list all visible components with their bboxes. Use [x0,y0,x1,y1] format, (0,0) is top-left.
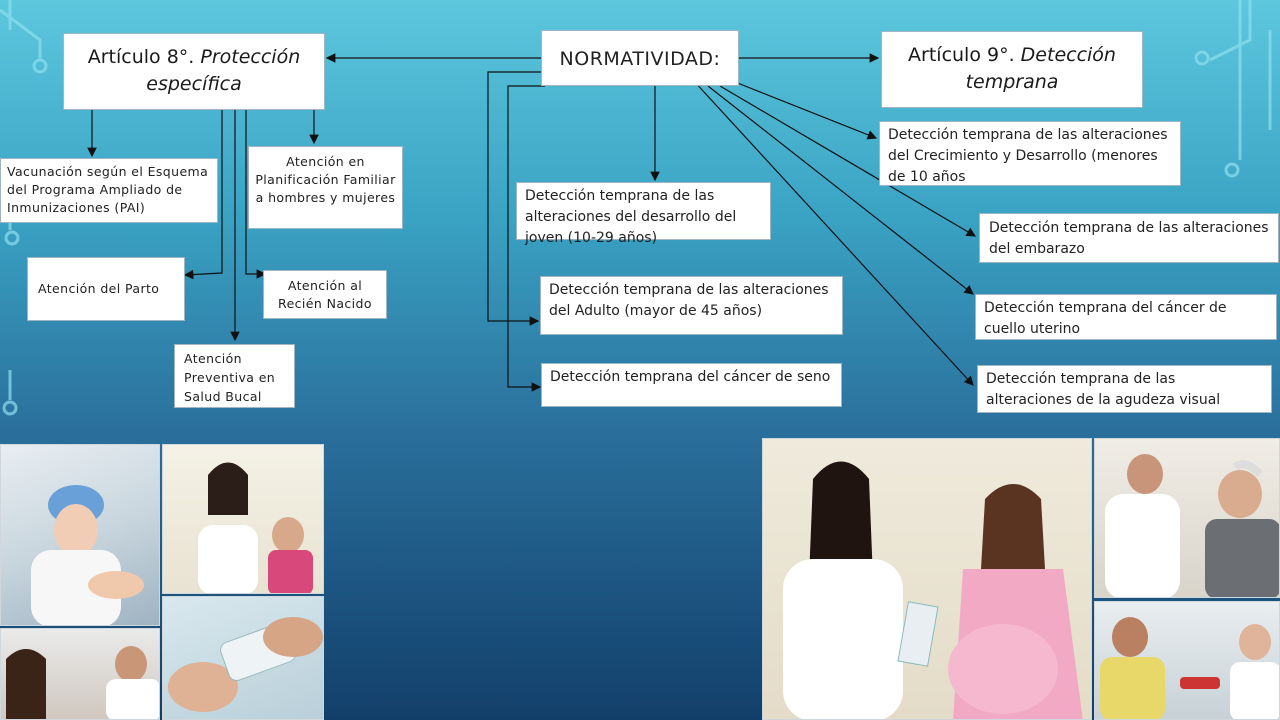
article-8-italic: Protección específica [146,46,301,95]
seno-label: Detección temprana del cáncer de seno [550,369,831,385]
parto-label: Atención del Parto [38,281,160,296]
node-parto [27,257,185,321]
node-adulto [540,276,843,335]
center-node [541,30,739,86]
node-cuello [975,294,1277,340]
article-8-prefix: Artículo 8°. [87,46,201,68]
photo-blood-test [1094,601,1280,720]
photo-eye-exam [0,628,160,720]
node-planificacion [248,146,403,229]
crecimiento-label: Detección temprana de las alteraciones del Crecimiento y Desarrollo (menores de 10 años [888,127,1168,185]
photo-doctor-stethoscope [1094,438,1280,598]
article-8-title [63,33,325,110]
node-recien-nacido [263,270,387,319]
photo-contraceptive [162,596,324,720]
center-label: NORMATIVIDAD: [559,48,721,70]
photo-dental-exam [0,444,160,626]
article-9-prefix: Artículo 9°. [908,44,1021,66]
node-vacunacion [0,158,218,223]
visual-label: Detección temprana de las alteraciones de la agudeza visual [986,371,1221,408]
node-joven [516,182,771,246]
node-visual [977,365,1272,413]
recien-nacido-label: Atención al Recién Nacido [278,278,372,311]
joven-label: Detección temprana de las alteraciones del desarrollo del joven (10-29 años) [525,188,737,246]
vacunacion-label: Vacunación según el Esquema del Programa Ampliado de Inmunizaciones (PAI) [7,164,209,215]
article-9-title [881,31,1143,108]
node-crecimiento [879,121,1181,186]
node-embarazo [979,213,1279,263]
salud-bucal-label: Atención Preventiva en Salud Bucal [184,351,276,404]
embarazo-label: Detección temprana de las alteraciones del embarazo [989,220,1269,257]
adulto-label: Detección temprana de las alteraciones del Adulto (mayor de 45 años) [549,282,829,319]
planificacion-label: Atención en Planificación Familiar a hombres y mujeres [255,154,396,205]
node-seno [541,363,842,407]
article-9-italic: Detección temprana [965,44,1116,93]
photo-nurse-child [162,444,324,594]
cuello-label: Detección temprana del cáncer de cuello uterino [984,300,1227,337]
node-salud-bucal [174,344,295,408]
photo-pregnant-woman [762,438,1092,720]
